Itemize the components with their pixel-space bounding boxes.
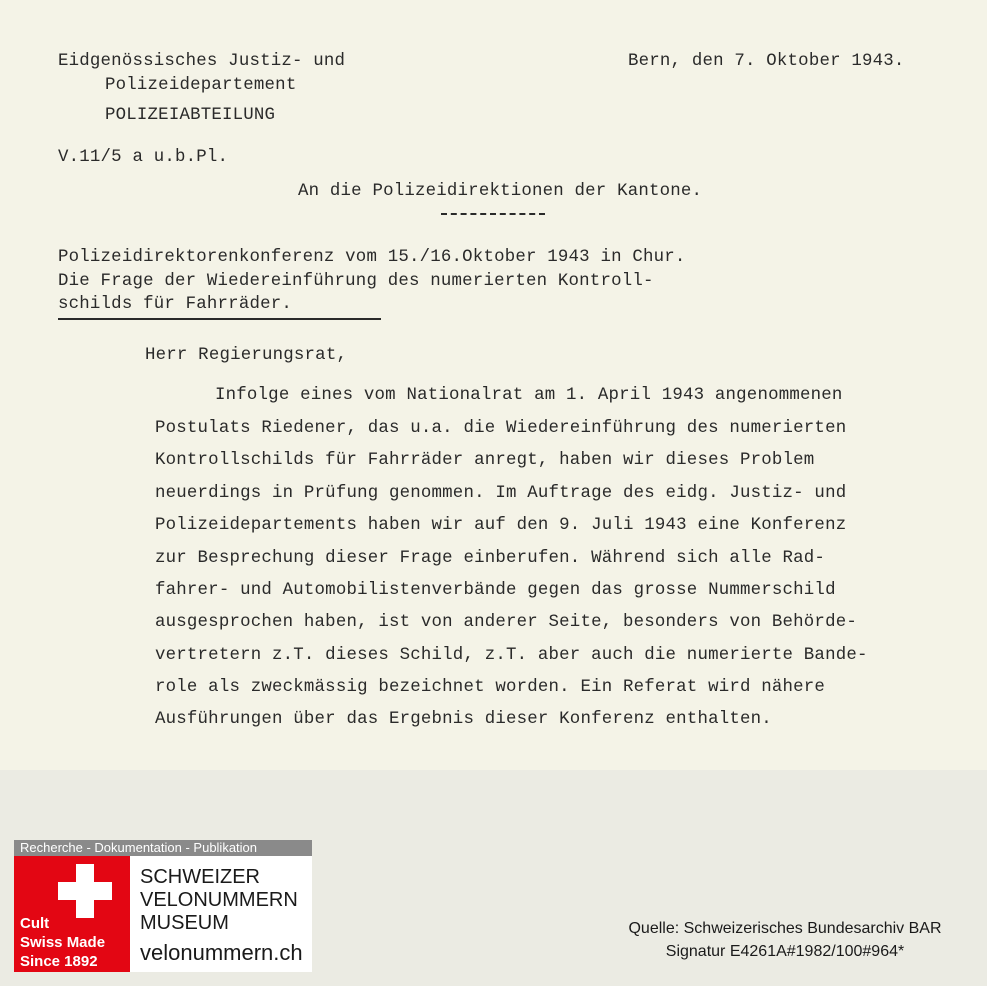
body-line: Infolge eines vom Nationalrat am 1. April 1943 angenommenen bbox=[215, 386, 843, 405]
source-line-1: Quelle: Schweizerisches Bundesarchiv BAR bbox=[628, 920, 942, 937]
subject-line-2: Die Frage der Wiedereinführung des numerierten Kontroll- bbox=[58, 272, 654, 291]
salutation: Herr Regierungsrat, bbox=[145, 346, 348, 365]
subject-underline bbox=[58, 318, 381, 320]
sender-line-1: Eidgenössisches Justiz- und bbox=[58, 52, 346, 71]
museum-name-line-1: SCHWEIZER bbox=[140, 866, 260, 888]
division-heading: POLIZEIABTEILUNG bbox=[105, 106, 276, 125]
logo-swiss-made-line: Swiss Made bbox=[20, 934, 106, 951]
subject-line-1: Polizeidirektorenkonferenz vom 15./16.Oktober 1943 in Chur. bbox=[58, 248, 686, 267]
body-line: ausgesprochen haben, ist von anderer Seite, besonders von Behörde- bbox=[155, 613, 857, 632]
place-date: Bern, den 7. Oktober 1943. bbox=[628, 52, 905, 71]
body-line: Ausführungen über das Ergebnis dieser Konferenz enthalten. bbox=[155, 710, 772, 729]
museum-url: velonummern.ch bbox=[140, 940, 303, 965]
museum-name-line-2: VELONUMMERN bbox=[140, 889, 298, 911]
body-line: Polizeidepartements haben wir auf den 9. Juli 1943 eine Konferenz bbox=[155, 516, 847, 535]
logo-since-line: Since 1892 bbox=[20, 953, 98, 970]
logo-cult-line: Cult bbox=[20, 915, 50, 932]
logo-tagline: Recherche - Dokumentation - Publikation bbox=[14, 840, 312, 856]
museum-name-line-3: MUSEUM bbox=[140, 912, 229, 934]
sender-line-2: Polizeidepartement bbox=[105, 76, 297, 95]
recipient-line: An die Polizeidirektionen der Kantone. bbox=[298, 182, 703, 201]
subject-line-3: schilds für Fahrräder. bbox=[58, 295, 292, 314]
body-line: vertretern z.T. dieses Schild, z.T. aber auch die numerierte Bande- bbox=[155, 646, 868, 665]
body-line: zur Besprechung dieser Frage einberufen. Während sich alle Rad- bbox=[155, 549, 826, 568]
body-line: Postulats Riedener, das u.a. die Wiedereinführung des numerierten bbox=[155, 419, 847, 438]
recipient-divider bbox=[441, 213, 545, 215]
body-line: fahrer- und Automobilistenverbände gegen das grosse Nummerschild bbox=[155, 581, 836, 600]
body-line: Kontrollschilds für Fahrräder anregt, haben wir dieses Problem bbox=[155, 451, 815, 470]
body-line: neuerdings in Prüfung genommen. Im Auftrage des eidg. Justiz- und bbox=[155, 484, 847, 503]
swiss-cross-icon bbox=[58, 864, 112, 918]
reference-number: V.11/5 a u.b.Pl. bbox=[58, 148, 229, 167]
body-line: role als zweckmässig bezeichnet worden. Ein Referat wird nähere bbox=[155, 678, 826, 697]
source-line-2: Signatur E4261A#1982/100#964* bbox=[665, 943, 905, 960]
